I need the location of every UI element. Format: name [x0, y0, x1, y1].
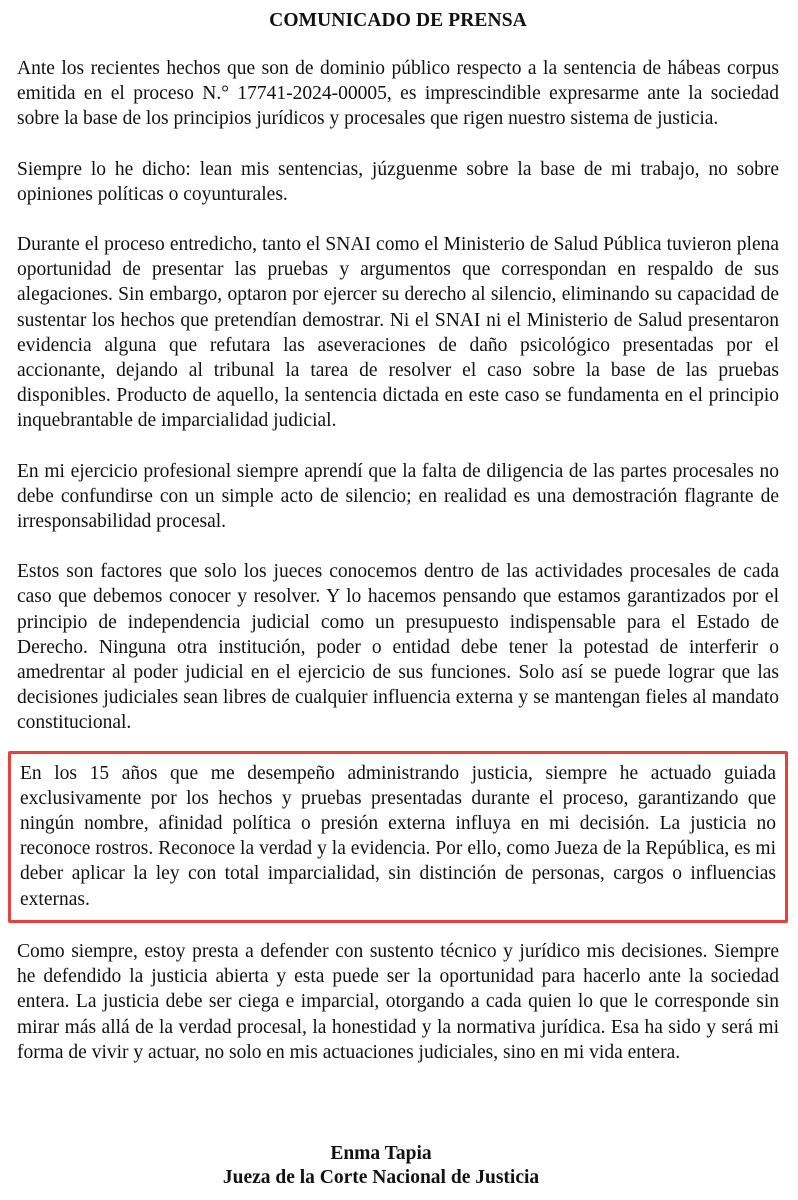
- paragraph-procedural-diligence: En mi ejercicio profesional siempre aprendí que la falta de diligencia de las partes procesales no debe confundirse con un simple acto de silencio; en realidad es una demostración flagrante de irresponsabilidad procesal.: [17, 460, 779, 533]
- signature-name: Enma Tapia: [330, 1143, 432, 1164]
- paragraph-intro: Ante los recientes hechos que son de dominio público respecto a la sentencia de hábeas corpus emitida en el proceso N.° 17741-2024-00005, es imprescindible expresarme ante la sociedad sobre la base de los principios jurídicos y procesales que rigen nuestro sistema de justicia.: [17, 58, 779, 130]
- paragraph-process-details: Durante el proceso entredicho, tanto el SNAI como el Ministerio de Salud Pública tuvieron plena oportunidad de presentar las pruebas y argumentos que correspondan en respaldo de sus alegaciones. Sin embargo, optaron por ejercer su derecho al silencio, eliminando su capacidad de sustentar los hechos que pretendían demostrar. Ni el SNAI ni el Ministerio de Salud presentaron evidencia alguna que refutara las aseveraciones de daño psicológico presentadas por el accionante, dejando al tribunal la tarea de resolver el caso sobre la base de las pruebas disponibles. Producto de aquello, la sentencia dictada en este caso se fundamenta en el principio inquebrantable de imparcialidad judicial.: [17, 234, 779, 432]
- paragraph-read-my-sentences: Siempre lo he dicho: lean mis sentencias, júzguenme sobre la base de mi trabajo, no sobre opiniones políticas o coyunturales.: [17, 158, 779, 205]
- document-title: COMUNICADO DE PRENSA: [269, 10, 527, 31]
- highlighted-paragraph-box: [8, 751, 788, 923]
- signature-block: [0, 1142, 762, 1190]
- press-release-page: [17, 0, 779, 1065]
- paragraph-judicial-independence: Estos son factores que solo los jueces conocemos dentro de las actividades procesales de cada caso que debemos conocer y resolver. Y lo hacemos pensando que estamos garantizados por el principio de independencia judicial como un presupuesto indispensable para el Estado de Derecho. Ninguna otra institución, poder o entidad debe tener la potestad de interferir o amedrentar al poder judicial en el ejercicio de sus funciones. Solo así se puede lograr que las decisiones judiciales sean libres de cualquier influencia externa y se mantengan fieles al mandato constitucional.: [17, 561, 779, 734]
- signature-position: Jueza de la Corte Nacional de Justicia: [222, 1167, 540, 1188]
- paragraph-closing: Como siempre, estoy presta a defender con sustento técnico y jurídico mis decisiones. Siempre he defendido la justicia abierta y esta puede ser la oportunidad para hacerlo ante la sociedad entera. La justicia debe ser ciega e imparcial, otorgando a cada quien lo que le corresponde sin mirar más allá de la verdad procesal, la honestidad y la normativa jurídica. Esa ha sido y será mi forma de vivir y actuar, no solo en mis actuaciones judiciales, sino en mi vida entera.: [17, 940, 779, 1063]
- paragraph-fifteen-years: En los 15 años que me desempeño administrando justicia, siempre he actuado guiada exclusivamente por los hechos y pruebas presentadas durante el proceso, garantizando que ningún nombre, afinidad política o presión externa influya en mi decisión. La justicia no reconoce rostros. Reconoce la verdad y la evidencia. Por ello, como Jueza de la República, es mi deber aplicar la ley con total imparcialidad, sin distinción de personas, cargos o influencias externas.: [20, 762, 776, 910]
